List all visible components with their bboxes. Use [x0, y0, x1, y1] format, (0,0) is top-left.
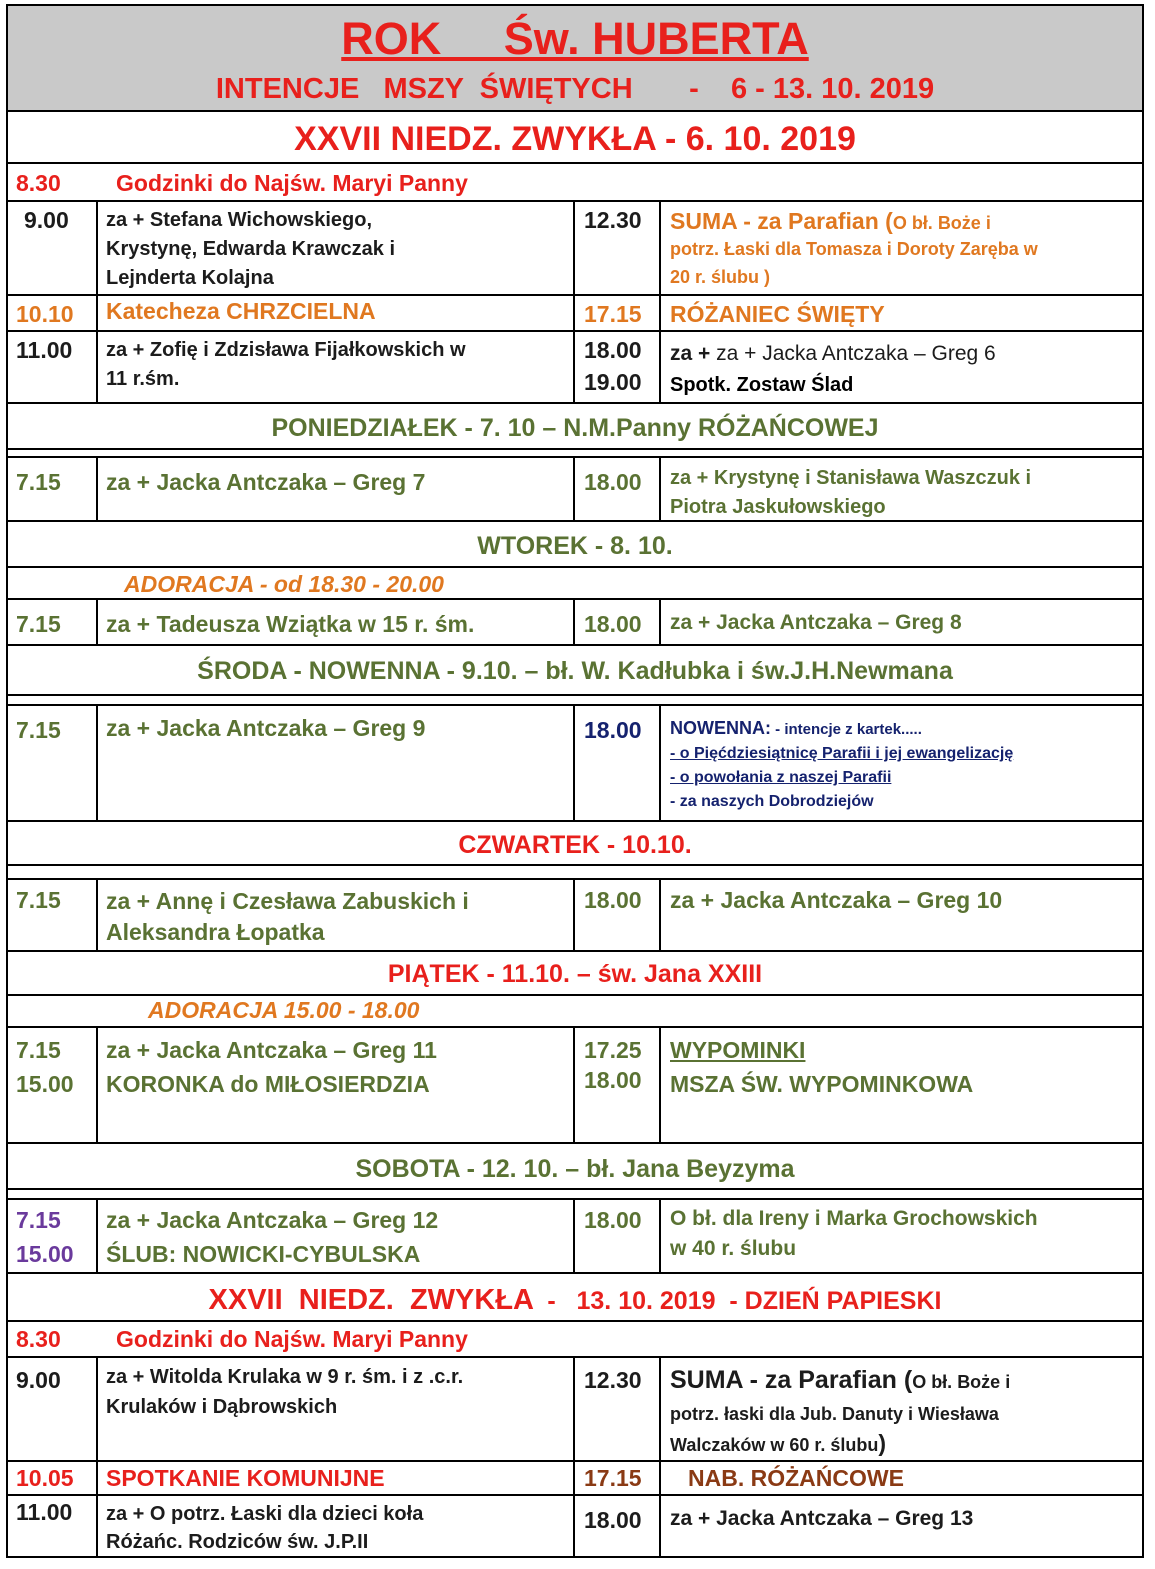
mass-time: 18.00 — [584, 337, 642, 363]
mass-time: 7.15 — [16, 611, 61, 637]
mass-time: 18.00 — [584, 717, 642, 743]
mass-time: 17.15 — [584, 1465, 642, 1491]
event-text: RÓŻANIEC ŚWIĘTY — [670, 301, 885, 327]
friday-row — [8, 1028, 1142, 1144]
spacer-band — [8, 1190, 1142, 1200]
tuesday-heading: WTOREK - 8. 10. — [477, 532, 673, 560]
mass-time: 7.15 — [16, 469, 61, 495]
suma-intention: SUMA - za Parafian (O bł. Boże i potrz. łaski dla Jub. Danuty i Wiesława Walczaków w 60 r. ślubu) — [670, 1366, 1011, 1456]
intention-text: za + Jacka Antczaka – Greg 8 — [670, 611, 962, 634]
spacer-band — [8, 696, 1142, 706]
mass-time: 11.00 — [16, 337, 73, 363]
sunday1-heading-band — [8, 112, 1142, 164]
intention-text: za + Stefana Wichowskiego, Krystynę, Edwarda Krawczak i Lejnderta Kolajna — [106, 209, 396, 289]
event-text: WYPOMINKI — [670, 1037, 806, 1063]
nowenna-block: NOWENNA: - intencje z kartek..... - o Pięćdziesiątnicę Parafii i jej ewangelizację - o powołania z naszej Parafii - za naszych Dobrodziejów — [670, 718, 1014, 810]
mass-time: 7.15 — [16, 887, 61, 913]
sunday2-row-2 — [8, 1462, 1142, 1496]
monday-heading: PONIEDZIAŁEK - 7. 10 – N.M.Panny RÓŻAŃCOWEJ — [271, 414, 879, 442]
page-title: ROK Św. HUBERTA — [341, 13, 809, 64]
mass-time: 7.15 — [16, 1037, 61, 1063]
sunday1-godzinki-band — [8, 164, 1142, 202]
suma-intention: SUMA - za Parafian (O bł. Boże i potrz. Łaski dla Tomasza i Doroty Zaręba w 20 r. ślubu ) — [670, 208, 1038, 287]
intention-text: za + Jacka Antczaka – Greg 13 — [670, 1507, 974, 1530]
intention-text: za + Annę i Czesława Zabuskich i Aleksandra Łopatka — [106, 888, 469, 945]
mass-time: 10.10 — [16, 301, 74, 327]
saturday-heading-band — [8, 1144, 1142, 1190]
mass-time: 18.00 — [584, 1507, 642, 1533]
mass-time: 10.05 — [16, 1465, 74, 1491]
saturday-heading: SOBOTA - 12. 10. – bł. Jana Beyzyma — [355, 1155, 795, 1183]
wednesday-row — [8, 706, 1142, 822]
event-text: MSZA ŚW. WYPOMINKOWA — [670, 1071, 974, 1097]
sunday1-row-3 — [8, 332, 1142, 404]
tuesday-row — [8, 600, 1142, 646]
mass-time: 17.15 — [584, 301, 642, 327]
adoration-note: ADORACJA - od 18.30 - 20.00 — [124, 571, 444, 597]
mass-time: 15.00 — [16, 1241, 74, 1267]
godzinki-time: 8.30 — [16, 1326, 61, 1352]
thursday-heading: CZWARTEK - 10.10. — [458, 831, 692, 859]
event-text: NAB. RÓŻAŃCOWE — [688, 1465, 904, 1491]
wednesday-heading-band — [8, 646, 1142, 696]
mass-time: 11.00 — [16, 1499, 73, 1525]
intention-text: za + Krystynę i Stanisława Waszczuk i Piotra Jaskułowskiego — [670, 467, 1032, 518]
thursday-row — [8, 880, 1142, 952]
mass-time: 19.00 — [584, 369, 642, 395]
mass-time: 18.00 — [584, 469, 642, 495]
saturday-row — [8, 1200, 1142, 1274]
header-band — [8, 6, 1142, 112]
godzinki-time: 8.30 — [16, 170, 61, 196]
mass-time: 12.30 — [584, 1367, 642, 1393]
mass-time: 9.00 — [24, 207, 69, 233]
intention-text: za + Zofię i Zdzisława Fijałkowskich w 11 r.śm. — [106, 339, 466, 390]
sunday1-heading: XXVII NIEDZ. ZWYKŁA - 6. 10. 2019 — [294, 120, 856, 158]
intention-text: O bł. dla Ireny i Marka Grochowskich w 40 r. ślubu — [670, 1207, 1038, 1260]
mass-time: 15.00 — [16, 1071, 74, 1097]
tuesday-heading-band — [8, 522, 1142, 568]
event-text: Katecheza CHRZCIELNA — [106, 298, 376, 324]
intention-text: za + Tadeusza Wziątka w 15 r. śm. — [106, 611, 475, 637]
tuesday-adoration-band — [8, 568, 1142, 600]
godzinki-text: Godzinki do Najśw. Maryi Panny — [116, 170, 468, 196]
mass-time: 18.00 — [584, 887, 642, 913]
intention-text: za + Witolda Krulaka w 9 r. śm. i z .c.r. Krulaków i Dąbrowskich — [106, 1366, 464, 1418]
sunday1-row-2 — [8, 296, 1142, 332]
event-text: KORONKA do MIŁOSIERDZIA — [106, 1071, 430, 1097]
event-text: SPOTKANIE KOMUNIJNE — [106, 1465, 385, 1491]
intentions-sheet — [6, 4, 1144, 1558]
sunday2-heading-band — [8, 1274, 1142, 1322]
thursday-heading-band — [8, 822, 1142, 866]
sunday2-row-3 — [8, 1496, 1142, 1558]
intention-text: za + Jacka Antczaka – Greg 10 — [670, 887, 1003, 913]
sunday2-row-1 — [8, 1358, 1142, 1462]
sunday2-heading: XXVII NIEDZ. ZWYKŁA - 13. 10. 2019 - DZIEŃ PAPIESKI — [208, 1284, 942, 1316]
mass-time: 18.00 — [584, 611, 642, 637]
monday-heading-band — [8, 404, 1142, 450]
mass-time: 7.15 — [16, 717, 61, 743]
spacer-band — [8, 866, 1142, 880]
friday-adoration-band — [8, 996, 1142, 1028]
sunday1-row-1 — [8, 202, 1142, 296]
intention-text: za + Jacka Antczaka – Greg 12 — [106, 1207, 439, 1233]
mass-time: 17.25 — [584, 1037, 642, 1063]
mass-time: 18.00 — [584, 1067, 642, 1093]
event-text: Spotk. Zostaw Ślad — [670, 374, 854, 396]
mass-time: 7.15 — [16, 1207, 61, 1233]
godzinki-text: Godzinki do Najśw. Maryi Panny — [116, 1326, 468, 1352]
intention-text: za + Jacka Antczaka – Greg 9 — [106, 715, 426, 741]
monday-row — [8, 458, 1142, 522]
intention-text: za + za + Jacka Antczaka – Greg 6 — [670, 342, 996, 365]
page-subtitle: INTENCJE MSZY ŚWIĘTYCH - 6 - 13. 10. 2019 — [215, 73, 935, 105]
wednesday-heading: ŚRODA - NOWENNA - 9.10. – bł. W. Kadłubka i św.J.H.Newmana — [197, 657, 953, 685]
event-text: ŚLUB: NOWICKI-CYBULSKA — [106, 1241, 421, 1267]
friday-heading-band — [8, 952, 1142, 996]
sunday2-godzinki-band — [8, 1322, 1142, 1358]
intention-text: za + Jacka Antczaka – Greg 11 — [106, 1037, 437, 1063]
friday-heading: PIĄTEK - 11.10. – św. Jana XXIII — [387, 960, 763, 988]
mass-time: 9.00 — [16, 1367, 61, 1393]
spacer-band — [8, 450, 1142, 458]
intention-text: za + O potrz. Łaski dla dzieci koła Różańc. Rodziców św. J.P.II — [106, 1503, 424, 1553]
intention-text: za + Jacka Antczaka – Greg 7 — [106, 469, 426, 495]
adoration-note: ADORACJA 15.00 - 18.00 — [148, 997, 420, 1023]
mass-time: 18.00 — [584, 1207, 642, 1233]
mass-time: 12.30 — [584, 207, 642, 233]
